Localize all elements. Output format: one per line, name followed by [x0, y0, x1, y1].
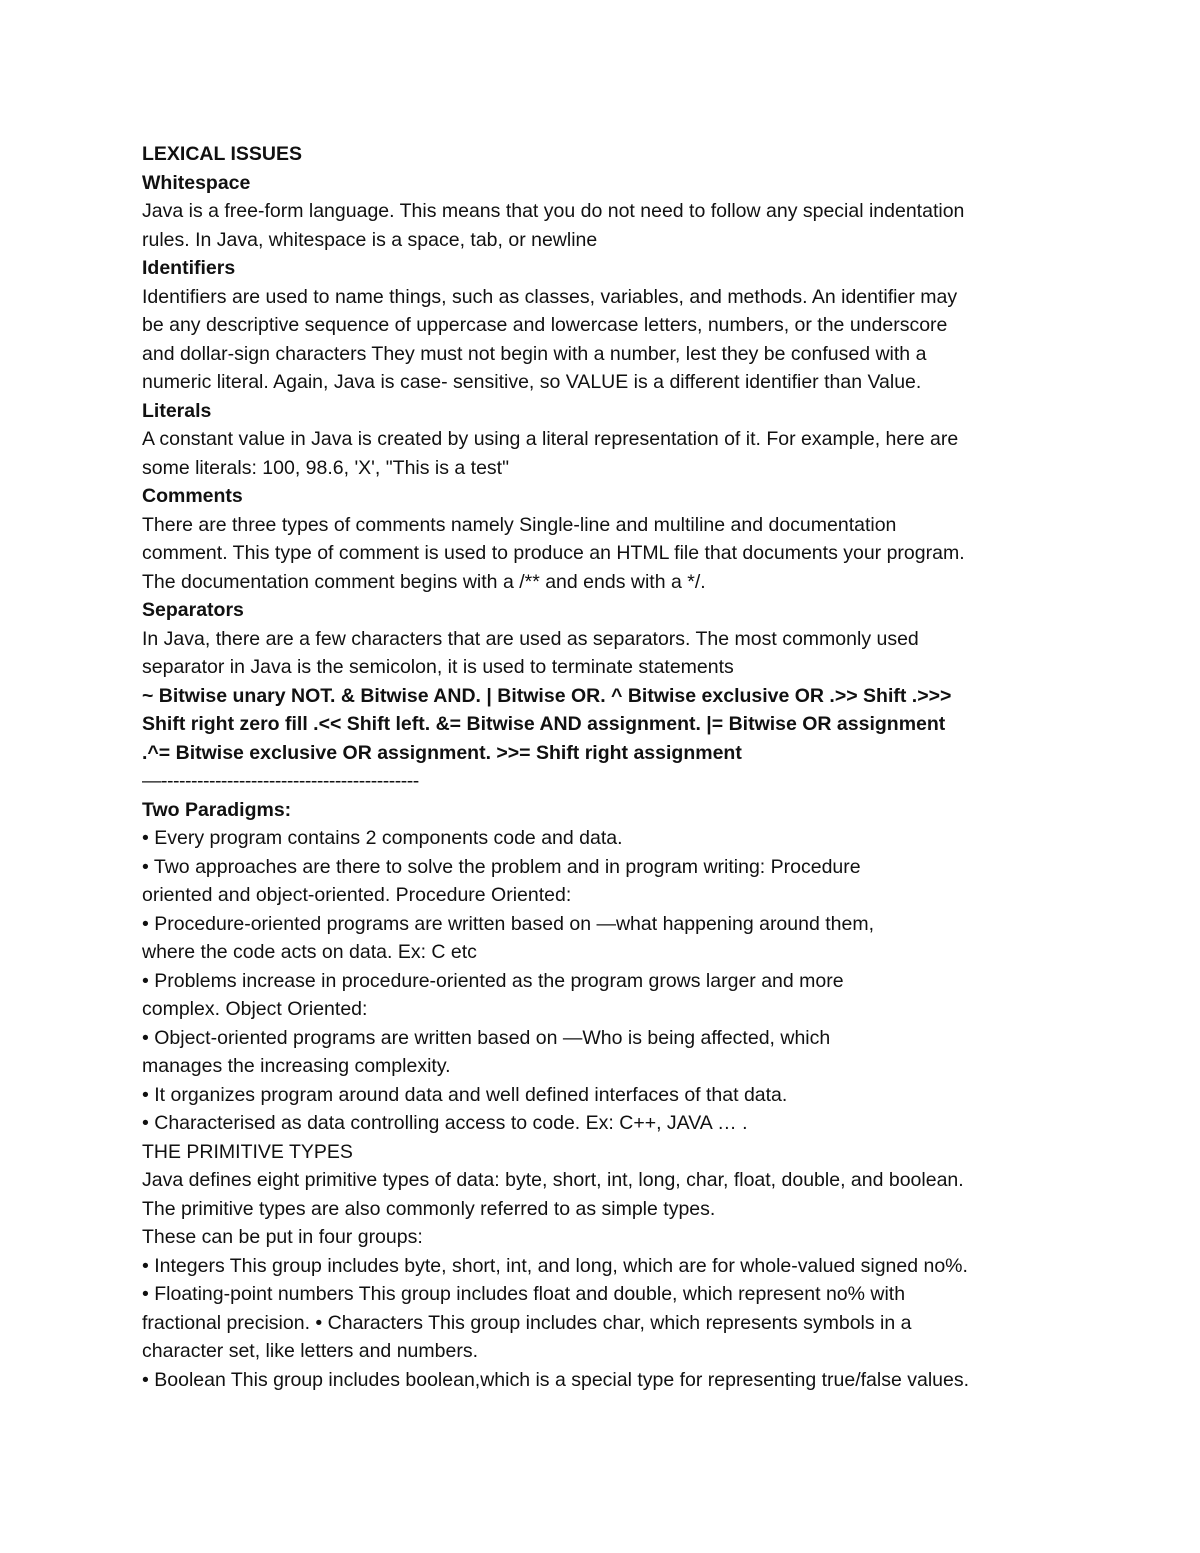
heading-whitespace: Whitespace [142, 171, 251, 194]
list-line: • Characterised as data controlling access to code. Ex: C++, JAVA … . [142, 1112, 748, 1134]
heading-separators: Separators [142, 599, 244, 621]
paragraph-line: rules. In Java, whitespace is a space, tab, or newline [142, 228, 598, 251]
paragraph-line: Identifiers are used to name things, such as classes, variables, and methods. An identifier may [142, 285, 958, 308]
list-line: • Object-oriented programs are written based on —Who is being affected, which [142, 1026, 831, 1049]
list-line: fractional precision. • Characters This group includes char, which represents symbols in a [142, 1311, 912, 1334]
list-line: • It organizes program around data and well defined interfaces of that data. [142, 1083, 788, 1106]
paragraph-line: numeric literal. Again, Java is case- sensitive, so VALUE is a different identifier than Value. [142, 371, 922, 393]
paragraph-line: These can be put in four groups: [142, 1226, 423, 1248]
list-line: • Procedure-oriented programs are written based on —what happening around them, [142, 912, 875, 935]
list-line: oriented and object-oriented. Procedure Oriented: [142, 884, 572, 906]
paragraph-line: Java is a free-form language. This means that you do not need to follow any special indentation [142, 200, 965, 222]
list-line: • Every program contains 2 components code and data. [142, 827, 623, 849]
paragraph-line: be any descriptive sequence of uppercase and lowercase letters, numbers, or the underscore [142, 314, 948, 336]
document-page [142, 140, 1072, 1394]
operator-line: .^= Bitwise exclusive OR assignment. >>= Shift right assignment [142, 741, 742, 764]
heading-primitive-types: THE PRIMITIVE TYPES [142, 1140, 353, 1163]
list-line: • Boolean This group includes boolean,which is a special type for representing true/false values. [142, 1368, 970, 1391]
paragraph-line: and dollar-sign characters They must not begin with a number, lest they be confused with a [142, 342, 927, 365]
paragraph-line: In Java, there are a few characters that are used as separators. The most commonly used [142, 627, 919, 650]
heading-literals: Literals [142, 399, 212, 422]
paragraph-line: A constant value in Java is created by using a literal representation of it. For example, here are [142, 428, 959, 450]
paragraph-line: separator in Java is the semicolon, it is used to terminate statements [142, 656, 734, 678]
paragraph-line: There are three types of comments namely Single-line and multiline and documentation [142, 513, 897, 536]
paragraph-line: Java defines eight primitive types of data: byte, short, int, long, char, float, double, and boolean. [142, 1169, 964, 1191]
operator-line: ~ Bitwise unary NOT. & Bitwise AND. | Bitwise OR. ^ Bitwise exclusive OR .>> Shift .>>> [142, 684, 952, 707]
list-line: • Floating-point numbers This group includes float and double, which represent no% with [142, 1283, 906, 1305]
list-line: where the code acts on data. Ex: C etc [142, 941, 477, 963]
document-title: LEXICAL ISSUES [142, 143, 303, 165]
operator-line: Shift right zero fill .<< Shift left. &= Bitwise AND assignment. |= Bitwise OR assignment [142, 713, 946, 735]
divider-line: —------------------------------------------- [142, 770, 419, 792]
heading-two-paradigms: Two Paradigms: [142, 798, 292, 821]
list-line: • Problems increase in procedure-oriented as the program grows larger and more [142, 969, 844, 992]
paragraph-line: comment. This type of comment is used to produce an HTML file that documents your program. [142, 542, 965, 564]
paragraph-line: The primitive types are also commonly referred to as simple types. [142, 1197, 716, 1220]
list-line: • Two approaches are there to solve the problem and in program writing: Procedure [142, 855, 861, 878]
list-line: complex. Object Oriented: [142, 998, 368, 1020]
paragraph-line: some literals: 100, 98.6, 'X', "This is a test" [142, 456, 510, 479]
list-line: • Integers This group includes byte, short, int, and long, which are for whole-valued signed no%. [142, 1254, 968, 1277]
paragraph-line: The documentation comment begins with a /** and ends with a */. [142, 570, 706, 593]
list-line: character set, like letters and numbers. [142, 1340, 478, 1362]
list-line: manages the increasing complexity. [142, 1055, 451, 1077]
heading-comments: Comments [142, 485, 243, 507]
heading-identifiers: Identifiers [142, 257, 236, 279]
